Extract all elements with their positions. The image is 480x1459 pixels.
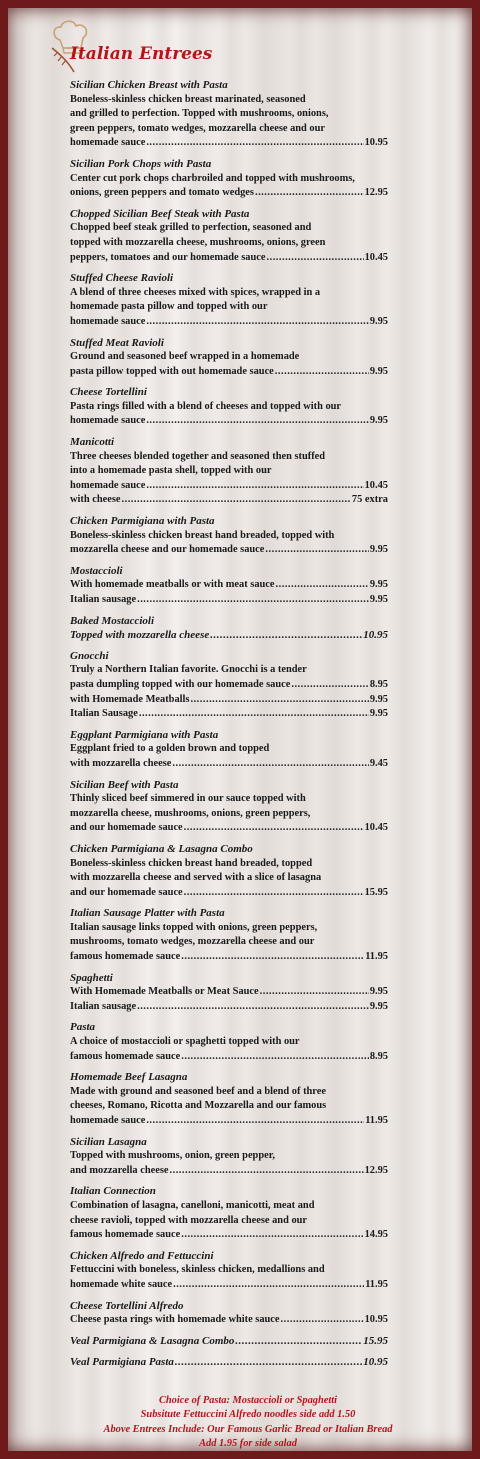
menu-item-description: with mozzarella cheese and served with a slice of lasagna <box>70 872 322 884</box>
price-label: peppers, tomatoes and our homemade sauce <box>70 251 266 263</box>
price-label: with mozzarella cheese <box>70 757 172 769</box>
price-line <box>70 1228 388 1243</box>
menu-item <box>70 842 388 900</box>
menu-item-description: and grilled to perfection. Topped with mushrooms, onions, <box>70 108 329 120</box>
price: 11.95 <box>365 1278 388 1290</box>
leader-dots <box>276 578 369 593</box>
price-label: Italian sausage <box>70 594 137 605</box>
leader-dots <box>260 985 369 1000</box>
price: 11.95 <box>365 951 388 963</box>
price-line <box>70 985 388 1000</box>
menu-item-name: Mostaccioli <box>70 564 123 577</box>
price-line <box>70 1114 388 1129</box>
menu-item <box>70 435 388 508</box>
price: 9.95 <box>369 544 388 556</box>
menu-item-name: Manicotti <box>70 436 115 449</box>
leader-dots <box>146 479 363 494</box>
menu-item <box>70 336 388 380</box>
price: 10.95 <box>364 137 388 149</box>
leader-dots <box>190 693 368 708</box>
price-label: With homemade meatballs or with meat sauce <box>70 579 275 591</box>
price-label: and our homemade sauce <box>70 886 183 898</box>
leader-dots <box>184 886 364 901</box>
menu-item <box>70 614 388 643</box>
price: 10.95 <box>364 1314 388 1326</box>
menu-item-description: cheeses, Romano, Ricotta and Mozzarella and our famous <box>70 1100 327 1112</box>
menu-item-name: Eggplant Parmigiana with Pasta <box>70 728 219 741</box>
leader-dots <box>181 1228 363 1243</box>
price: 9.95 <box>369 579 388 591</box>
price-line <box>70 1313 388 1328</box>
menu-item <box>70 1020 388 1064</box>
menu-item-name: Chopped Sicilian Beef Steak with Pasta <box>70 207 250 220</box>
menu-item-name: Sicilian Chicken Breast with Pasta <box>70 79 228 91</box>
menu-item-description: Three cheeses blended together and seasoned then stuffed <box>70 450 326 462</box>
price-label: homemade white sauce <box>70 1278 173 1290</box>
price: 8.95 <box>369 678 388 690</box>
leader-dots <box>137 593 369 608</box>
menu-item-description: Eggplant fried to a golden brown and topped <box>70 743 270 755</box>
price: 14.95 <box>364 1229 388 1241</box>
menu-item-name: Italian Connection <box>70 1185 156 1198</box>
menu-item-description: Ground and seasoned beef wrapped in a homemade <box>70 351 300 363</box>
price: 9.95 <box>369 594 388 605</box>
price: 9.45 <box>369 757 388 769</box>
price: 10.95 <box>363 1356 388 1369</box>
price-label: famous homemade sauce <box>70 1229 181 1241</box>
price: 15.95 <box>363 1334 388 1347</box>
menu-item <box>70 1070 388 1128</box>
menu-item <box>70 1299 388 1328</box>
price-label: Italian Sausage <box>70 708 138 720</box>
leader-dots <box>275 365 369 380</box>
menu-item-description: green peppers, tomato wedges, mozzarella cheese and our <box>70 122 326 134</box>
menu-item-name: Pasta <box>70 1021 96 1034</box>
price-label: with Homemade Meatballs <box>70 693 190 705</box>
footer-note: Subsitute Fettuccini Alfredo noodles side add 1.50 <box>140 1409 356 1421</box>
special-item <box>70 1355 388 1370</box>
price: 15.95 <box>364 886 388 898</box>
menu-item-description: Topped with mushrooms, onion, green pepper, <box>70 1150 275 1162</box>
price-line <box>70 1334 388 1349</box>
menu-item <box>70 971 388 1015</box>
menu-item <box>70 207 388 265</box>
price-line <box>70 493 388 508</box>
price: 10.45 <box>364 251 388 263</box>
menu-item <box>70 728 388 772</box>
price-line <box>70 186 388 201</box>
price: 9.95 <box>369 693 388 705</box>
price: 10.45 <box>364 822 388 834</box>
price-line <box>70 707 388 722</box>
menu-item <box>70 78 388 151</box>
menu-item <box>70 778 388 836</box>
price-line <box>70 365 388 380</box>
price-line <box>70 1050 388 1065</box>
price-label: and our homemade sauce <box>70 822 183 834</box>
price: 9.95 <box>369 986 388 998</box>
leader-dots <box>146 414 368 429</box>
price-line <box>70 593 388 608</box>
leader-dots <box>210 628 362 643</box>
menu-item-description: A blend of three cheeses mixed with spices, wrapped in a <box>70 286 321 298</box>
price: 9.95 <box>369 315 388 327</box>
menu-item <box>70 906 388 964</box>
menu-item-name: Cheese Tortellini <box>70 386 147 399</box>
price-label: famous homemade sauce <box>70 1050 181 1062</box>
price-line <box>70 950 388 965</box>
menu-item-description: Pasta rings filled with a blend of cheeses and topped with our <box>70 400 342 412</box>
price-line <box>70 1000 388 1015</box>
menu-item <box>70 1184 388 1242</box>
menu-item-description: Boneless-skinless chicken breast marinated, seasoned <box>70 93 306 105</box>
footer-note: Choice of Pasta: Mostaccioli or Spaghetti <box>158 1395 338 1406</box>
menu-item-description: Truly a Northern Italian favorite. Gnocchi is a tender <box>70 664 307 676</box>
price-line <box>70 678 388 693</box>
footer-note: Add 1.95 for side salad <box>199 1438 297 1450</box>
menu-item-name: Homemade Beef Lasagna <box>70 1071 188 1084</box>
price-label: Cheese pasta rings with homemade white sauce <box>70 1314 280 1326</box>
price-label: homemade sauce <box>70 315 146 327</box>
price: 9.95 <box>369 708 388 720</box>
menu-item-description: mozzarella cheese, mushrooms, onions, green peppers, <box>70 807 311 819</box>
price-label: homemade sauce <box>70 1115 146 1126</box>
price-label: homemade sauce <box>70 479 146 491</box>
price-line <box>70 886 388 901</box>
price-line <box>70 414 388 429</box>
leader-dots <box>267 251 364 266</box>
menu-list <box>70 78 388 1377</box>
leader-dots <box>265 543 368 558</box>
menu-item-name: Sicilian Beef with Pasta <box>70 778 179 791</box>
menu-item-name: Spaghetti <box>70 971 113 984</box>
price: 75 extra <box>351 494 388 506</box>
menu-item-description: cheese ravioli, topped with mozzarella cheese and our <box>70 1214 308 1226</box>
price: 12.95 <box>364 187 388 199</box>
price-line <box>70 1355 388 1370</box>
price-line <box>70 628 388 643</box>
price-line <box>70 136 388 151</box>
leader-dots <box>170 1164 364 1179</box>
price-label: Italian sausage <box>70 1000 137 1012</box>
price-line <box>70 757 388 772</box>
price-label: famous homemade sauce <box>70 951 181 963</box>
price-line <box>70 821 388 836</box>
menu-item-name: Stuffed Meat Ravioli <box>70 336 164 349</box>
leader-dots <box>235 1334 362 1349</box>
menu-item-name: Chicken Parmigiana with Pasta <box>70 515 215 528</box>
menu-item-description: Combination of lasagna, canelloni, manicotti, meat and <box>70 1199 315 1211</box>
price-label: pasta dumpling topped with our homemade sauce <box>70 678 291 690</box>
price-label: onions, green peppers and tomato wedges <box>70 187 254 199</box>
menu-item-description: mushrooms, tomato wedges, mozzarella cheese and our <box>70 936 315 948</box>
menu-item <box>70 271 388 329</box>
price-line <box>70 693 388 708</box>
menu-item <box>70 385 388 429</box>
price-label: homemade sauce <box>70 415 146 427</box>
price-line <box>70 543 388 558</box>
leader-dots <box>175 1355 362 1370</box>
leader-dots <box>172 757 368 772</box>
menu-item-name: Gnocchi <box>70 649 109 662</box>
leader-dots <box>137 1000 369 1015</box>
price: 10.95 <box>363 629 388 642</box>
price-label: mozzarella cheese and our homemade sauce <box>70 544 265 556</box>
leader-dots <box>146 136 363 151</box>
leader-dots <box>281 1313 364 1328</box>
menu-item-description: Italian sausage links topped with onions, green peppers, <box>70 921 318 933</box>
menu-item-description: Chopped beef steak grilled to perfection, seasoned and <box>70 222 312 234</box>
leader-dots <box>255 186 364 201</box>
menu-item-name: Cheese Tortellini Alfredo <box>70 1299 184 1312</box>
price-line <box>70 251 388 266</box>
price-line <box>70 1164 388 1179</box>
menu-item-name: Italian Sausage Platter with Pasta <box>70 907 225 920</box>
menu-item <box>70 564 388 608</box>
leader-dots <box>122 493 351 508</box>
price: 12.95 <box>364 1164 388 1176</box>
menu-item-description: Center cut pork chops charbroiled and topped with mushrooms, <box>70 172 355 184</box>
price-line <box>70 1278 388 1293</box>
menu-item <box>70 514 388 558</box>
price-label: homemade sauce <box>70 137 146 149</box>
leader-dots <box>173 1278 364 1293</box>
leader-dots <box>139 707 369 722</box>
menu-item <box>70 1249 388 1293</box>
price: 9.95 <box>369 1000 388 1012</box>
menu-item-description: Boneless-skinless chicken breast hand breaded, topped <box>70 857 313 869</box>
price-line <box>70 315 388 330</box>
menu-footer <box>28 1394 468 1452</box>
menu-item-name: Stuffed Cheese Ravioli <box>70 272 174 285</box>
menu-item-name: Chicken Parmigiana & Lasagna Combo <box>70 842 253 855</box>
price: 10.45 <box>364 479 388 491</box>
page-title: Italian Entrees <box>70 44 213 64</box>
price-line <box>70 479 388 494</box>
leader-dots <box>291 678 368 693</box>
menu-item-name: Sicilian Lasagna <box>70 1135 147 1148</box>
menu-item-description: Made with ground and seasoned beef and a blend of three <box>70 1085 326 1097</box>
menu-item-description: topped with mozzarella cheese, mushrooms, onions, green <box>70 236 326 248</box>
menu-item-description: A choice of mostaccioli or spaghetti topped with our <box>70 1036 300 1048</box>
menu-item <box>70 157 388 201</box>
leader-dots <box>181 1050 369 1065</box>
leader-dots <box>146 1114 364 1129</box>
leader-dots <box>184 821 364 836</box>
menu-item <box>70 1135 388 1179</box>
menu-item <box>70 649 388 722</box>
price-label: with cheese <box>70 494 121 506</box>
price-label: Veal Parmigiana & Lasagna Combo <box>70 1334 235 1347</box>
price-label: With Homemade Meatballs or Meat Sauce <box>70 986 259 998</box>
price-label: Topped with mozzarella cheese <box>70 629 210 642</box>
leader-dots <box>181 950 364 965</box>
price-label: pasta pillow topped with out homemade sauce <box>70 365 274 377</box>
price-line <box>70 578 388 593</box>
footer-note: Above Entrees Include: Our Famous Garlic Bread or Italian Bread <box>103 1423 393 1435</box>
menu-item-description: Thinly sliced beef simmered in our sauce topped with <box>70 793 306 805</box>
price: 8.95 <box>369 1050 388 1062</box>
price-label: Veal Parmigiana Pasta <box>70 1356 174 1369</box>
price: 9.95 <box>369 415 388 427</box>
menu-item-description: Boneless-skinless chicken breast hand breaded, topped with <box>70 529 335 541</box>
menu-item-description: into a homemade pasta shell, topped with our <box>70 465 272 477</box>
menu-item-name: Chicken Alfredo and Fettuccini <box>70 1249 214 1262</box>
price: 9.95 <box>369 365 388 377</box>
menu-item-name: Sicilian Pork Chops with Pasta <box>70 157 212 170</box>
menu-item-description: homemade pasta pillow and topped with our <box>70 301 268 313</box>
leader-dots <box>146 315 368 330</box>
special-item <box>70 1334 388 1349</box>
menu-item-name: Baked Mostaccioli <box>70 614 155 627</box>
price-label: and mozzarella cheese <box>70 1164 169 1176</box>
menu-item-description: Fettuccini with boneless, skinless chicken, medallions and <box>70 1264 325 1276</box>
price: 11.95 <box>365 1115 388 1126</box>
